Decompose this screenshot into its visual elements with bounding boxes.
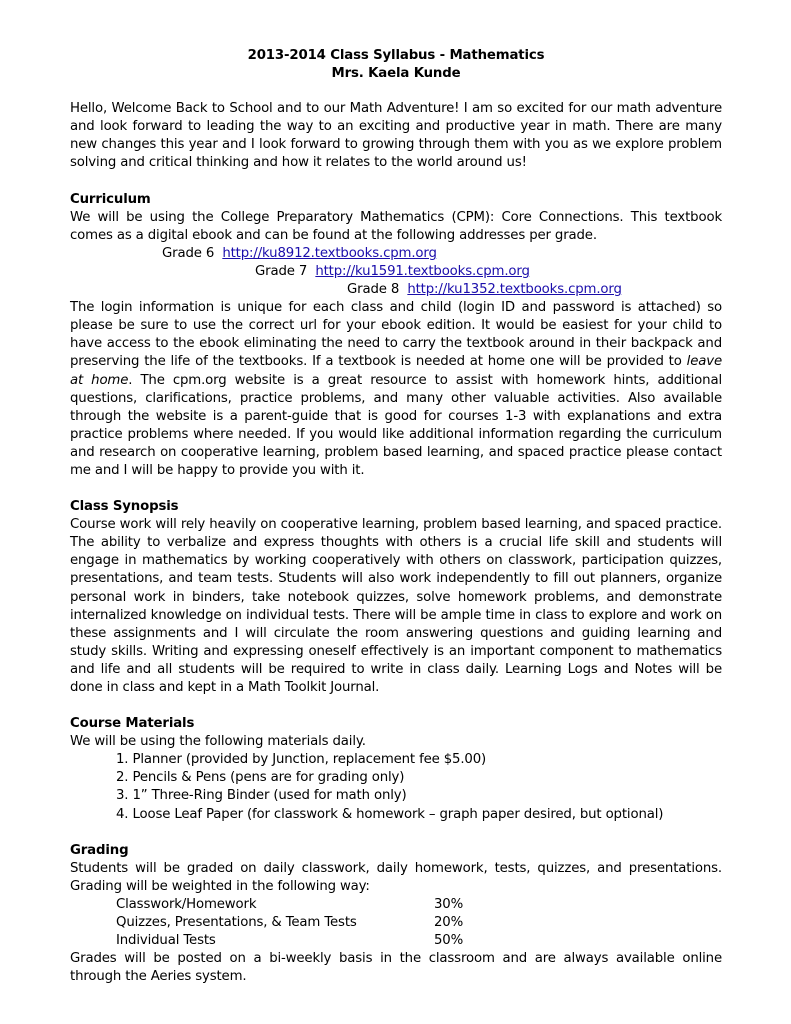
curriculum-body-italic: leave at home bbox=[70, 354, 722, 388]
teacher-name: Mrs. Kaela Kunde bbox=[331, 66, 461, 82]
curriculum-lead: We will be using the College Preparatory Mathematics (CPM): Core Connections. This textbook comes as a digital ebook and can be found at the following addresses per grade. bbox=[70, 209, 722, 243]
curriculum-body-part-1: The login information is unique for each class and child (login ID and password is attached) so please be sure to use the correct url for your ebook edition. It would be easiest for your child to have access to the ebook eliminating the need to carry the textbook around in their backpack and preserving the life of the textbooks. If a textbook is needed at home one will be provided to bbox=[70, 300, 722, 370]
grading-weights bbox=[70, 896, 722, 950]
grading-heading: Grading bbox=[70, 842, 129, 858]
weight-percent: 50% bbox=[434, 933, 464, 949]
list-item: 2. Pencils & Pens (pens are for grading only) bbox=[116, 770, 405, 786]
curriculum-heading: Curriculum bbox=[70, 191, 151, 207]
grade-8-line bbox=[70, 281, 722, 299]
grade-7-label: Grade 7 bbox=[255, 263, 308, 279]
weight-category: Individual Tests bbox=[116, 933, 216, 949]
list-item: 4. Loose Leaf Paper (for classwork & homework – graph paper desired, but optional) bbox=[116, 806, 664, 822]
materials-lead: We will be using the following materials daily. bbox=[70, 734, 366, 750]
synopsis-body: Course work will rely heavily on cooperative learning, problem based learning, and spaced practice. The ability to verbalize and express thoughts with others is a crucial life skill and students will engage in mathematics by working cooperatively with others on classwork, participation quizzes, presentations, and team tests. Students will also work independently to fill out planners, organize personal work in binders, take notebook quizzes, solve homework problems, and demonstrate internalized knowledge on individual tests. There will be ample time in class to explore and work on these assignments and I will circulate the room answering questions and guiding learning and study skills. Writing and expressing oneself effectively is an important component to mathematics and life and all students will be required to write in class daily. Learning Logs and Notes will be done in class and kept in a Math Toolkit Journal. bbox=[70, 517, 722, 695]
weight-category: Quizzes, Presentations, & Team Tests bbox=[116, 915, 357, 931]
materials-list bbox=[70, 751, 722, 823]
grade-7-link[interactable]: http://ku1591.textbooks.cpm.org bbox=[315, 263, 530, 279]
grade-7-line bbox=[70, 263, 722, 281]
weight-percent: 20% bbox=[434, 915, 464, 931]
grade-8-label: Grade 8 bbox=[347, 282, 400, 298]
grading-closing: Grades will be posted on a bi-weekly basis in the classroom and are always available online through the Aeries system. bbox=[70, 951, 722, 985]
syllabus-page bbox=[70, 47, 722, 986]
grading-lead: Students will be graded on daily classwork, daily homework, tests, quizzes, and presentations. Grading will be weighted in the following way: bbox=[70, 860, 722, 894]
intro-paragraph: Hello, Welcome Back to School and to our Math Adventure! I am so excited for our math adventure and look forward to leading the way to an exciting and productive year in math. There are many new changes this year and I look forward to growing through them with you as we explore problem solving and critical thinking and how it relates to the world around us! bbox=[70, 101, 722, 171]
title-block bbox=[70, 47, 722, 83]
grade-8-link[interactable]: http://ku1352.textbooks.cpm.org bbox=[407, 282, 622, 298]
weight-percent: 30% bbox=[434, 896, 464, 912]
page-title: 2013-2014 Class Syllabus - Mathematics bbox=[247, 48, 545, 63]
curriculum-body-part-2: . The cpm.org website is a great resource to assist with homework hints, additional questions, clarifications, practice problems, and many other valuable activities. Also available through the website is a parent-guide that is good for courses 1-3 with explanations and extra practice problems where needed. If you would like additional information regarding the curriculum and research on cooperative learning, problem based learning, and spaced practice please contact me and I will be happy to provide you with it. bbox=[70, 372, 722, 478]
synopsis-heading: Class Synopsis bbox=[70, 499, 179, 515]
curriculum-body bbox=[70, 299, 722, 480]
grade-6-link[interactable]: http://ku8912.textbooks.cpm.org bbox=[222, 245, 437, 261]
grade-6-label: Grade 6 bbox=[162, 245, 215, 261]
materials-heading: Course Materials bbox=[70, 716, 195, 732]
list-item: 3. 1” Three-Ring Binder (used for math only) bbox=[116, 788, 407, 804]
grade-6-line bbox=[70, 245, 722, 263]
list-item: 1. Planner (provided by Junction, replacement fee $5.00) bbox=[116, 752, 487, 768]
weight-category: Classwork/Homework bbox=[116, 896, 257, 912]
